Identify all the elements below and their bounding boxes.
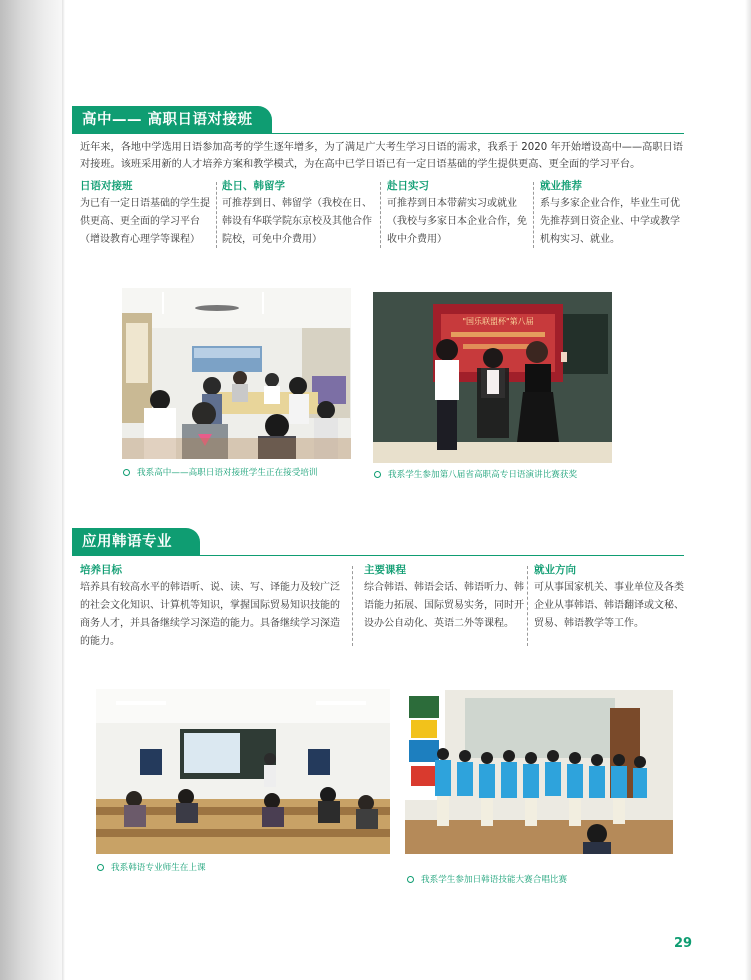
caption-text: 我系学生参加日韩语技能大赛合唱比赛: [421, 875, 568, 885]
section-title-underline: [72, 133, 684, 134]
photo-caption: [407, 874, 567, 886]
section-intro: 近年来，各地中学选用日语参加高考的学生逐年增多，为了满足广大考生学习日语的需求，我系于 2020 年开始增设高中——高职日语对接班。该班采用新的人才培养方案和教学模式，为在高中已学日语已有一定日语基础的学生提供更高、更全面的学习平台。: [80, 142, 683, 170]
column-heading: 就业推荐: [540, 180, 582, 192]
caption-bullet-icon: [123, 469, 130, 476]
column-employment: [540, 178, 686, 249]
column-text: 可从事国家机关、事业单位及各类企业从事韩语、韩语翻译或文秘、贸易、韩语教学等工作。: [534, 582, 684, 629]
photo-speech-contest: [373, 292, 612, 463]
column-divider: [533, 182, 534, 248]
column-heading: 主要课程: [364, 564, 406, 576]
column-heading: 日语对接班: [80, 180, 133, 192]
photo-caption: [97, 862, 206, 874]
caption-bullet-icon: [97, 864, 104, 871]
photo-caption: [123, 467, 317, 479]
column-text: 可推荐到日、韩留学（我校在日、韩设有华联学院东京校及其他合作院校，可免中介费用）: [222, 198, 372, 245]
column-heading: 就业方向: [534, 564, 576, 576]
column-text: 为已有一定日语基础的学生提供更高、更全面的学习平台（增设教育心理学等课程）: [80, 198, 210, 245]
caption-bullet-icon: [407, 876, 414, 883]
section-title-underline: [72, 555, 684, 556]
caption-text: 我系高中——高职日语对接班学生正在接受培训: [137, 468, 318, 478]
page-number: 29: [674, 936, 693, 951]
column-text: 综合韩语、韩语会话、韩语听力、韩语能力拓展、国际贸易实务，同时开设办公自动化、英语二外等课程。: [364, 582, 524, 629]
photo-korean-class: [96, 689, 390, 854]
column-divider: [380, 182, 381, 248]
column-text: 可推荐到日本带薪实习或就业（我校与多家日本企业合作，免收中介费用）: [387, 198, 527, 245]
column-training-goal: [80, 562, 348, 651]
column-text: 培养具有较高水平的韩语听、说、读、写、译能力及较广泛的社会文化知识、计算机等知识，掌握国际贸易知识技能的商务人才，并具备继续学习深造的能力。具备继续学习深造的能力。: [80, 582, 340, 647]
column-study-abroad: [222, 178, 374, 249]
column-divider: [352, 566, 353, 646]
photo-japanese-class-training: [122, 288, 351, 459]
caption-text: 我系韩语专业师生在上课: [111, 863, 206, 873]
column-internship: [387, 178, 527, 249]
photo-choir-contest: [405, 690, 673, 854]
page-edge: [745, 0, 751, 980]
section-title-korean: 应用韩语专业: [72, 528, 200, 556]
column-divider: [216, 182, 217, 248]
column-heading: 赴日实习: [387, 180, 429, 192]
banner-text: "国乐联盟杯"第八届: [462, 317, 534, 326]
column-divider: [527, 566, 528, 646]
section-title-japanese: 高中—— 高职日语对接班: [72, 106, 272, 134]
caption-text: 我系学生参加第八届省高职高专日语演讲比赛获奖: [388, 470, 578, 480]
caption-bullet-icon: [374, 471, 381, 478]
photo-caption: [374, 469, 577, 481]
column-heading: 赴日、韩留学: [222, 180, 285, 192]
column-japanese-class: [80, 178, 214, 249]
book-spine-shadow: [0, 0, 62, 980]
column-heading: 培养目标: [80, 564, 122, 576]
spine-edge: [62, 0, 65, 980]
column-career: [534, 562, 686, 633]
column-main-courses: [364, 562, 524, 633]
column-text: 系与多家企业合作，毕业生可优先推荐到日资企业、中学或教学机构实习、就业。: [540, 198, 680, 245]
